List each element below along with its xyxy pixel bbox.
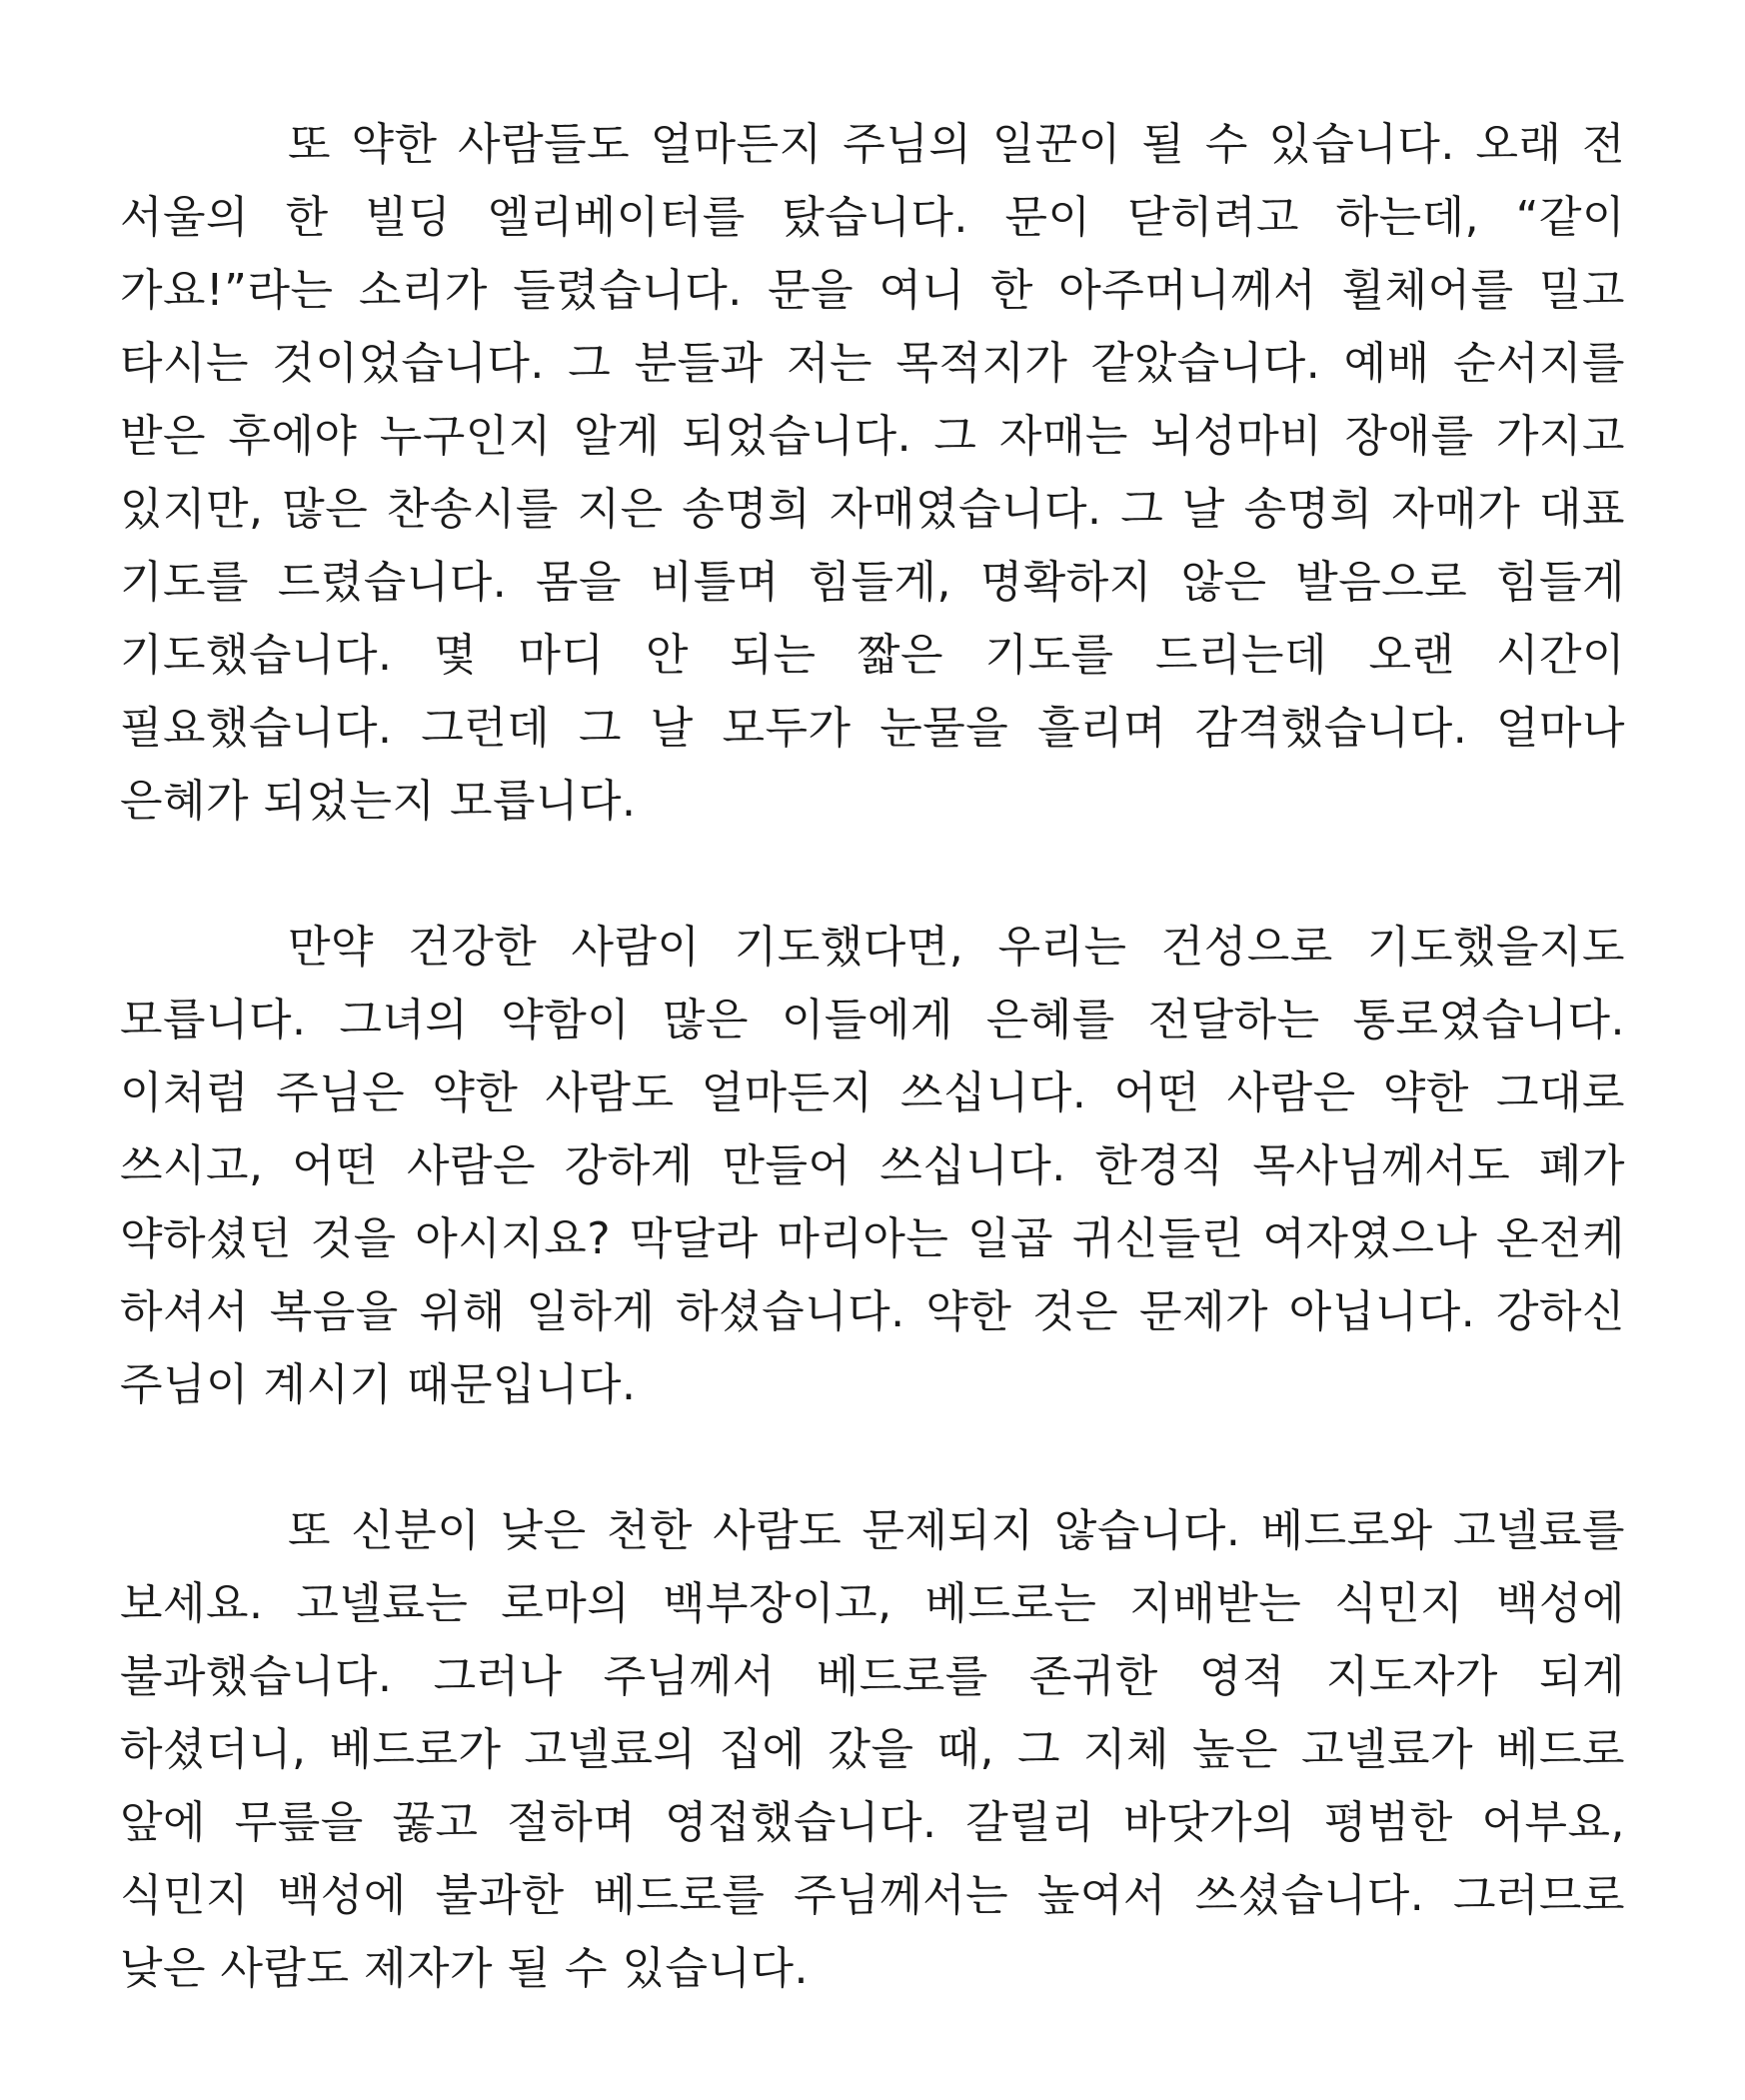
paragraph-lowly-people: 또 신분이 낮은 천한 사람도 문제되지 않습니다. 베드로와 고넬료를 보세요. 고넬료는 로마의 백부장이고, 베드로는 지배받는 식민지 백성에 불과했습니다. 그러나 주님께서 베드로를 존귀한 영적 지도자가 되게 하셨더니, 베드로가 고넬료의 집에 갔을 때, 그 지체 높은 고넬료가 베드로 앞에 무릎을 꿇고 절하며 영접했습니다. 갈릴리 바닷가의 평범한 어부요, 식민지 백성에 불과한 베드로를 주님께서는 높여서 쓰셨습니다. 그러므로 낮은 사람도 제자가 될 수 있습니다. xyxy=(120,1505,1625,1994)
body-text xyxy=(120,108,1625,2005)
paragraph-weak-people: 또 약한 사람들도 얼마든지 주님의 일꾼이 될 수 있습니다. 오래 전 서울의 한 빌딩 엘리베이터를 탔습니다. 문이 닫히려고 하는데, “같이 가요!”라는 소리가 들렸습니다. 문을 여니 한 아주머니께서 휠체어를 밀고 타시는 것이었습니다. 그 분들과 저는 목적지가 같았습니다. 예배 순서지를 받은 후에야 누구인지 알게 되었습니다. 그 자매는 뇌성마비 장애를 가지고 있지만, 많은 찬송시를 지은 송명희 자매였습니다. 그 날 송명희 자매가 대표 기도를 드렸습니다. 몸을 비틀며 힘들게, 명확하지 않은 발음으로 힘들게 기도했습니다. 몇 마디 안 되는 짧은 기도를 드리는데 오랜 시간이 필요했습니다. 그런데 그 날 모두가 눈물을 흘리며 감격했습니다. 얼마나 은혜가 되었는지 모릅니다. xyxy=(120,119,1626,827)
paragraph-weakness-as-channel: 만약 건강한 사람이 기도했다면, 우리는 건성으로 기도했을지도 모릅니다. 그녀의 약함이 많은 이들에게 은혜를 전달하는 통로였습니다. 이처럼 주님은 약한 사람도 얼마든지 쓰십니다. 어떤 사람은 약한 그대로 쓰시고, 어떤 사람은 강하게 만들어 쓰십니다. 한경직 목사님께서도 폐가 약하셨던 것을 아시지요? 막달라 마리아는 일곱 귀신들린 여자였으나 온전케 하셔서 복음을 위해 일하게 하셨습니다. 약한 것은 문제가 아닙니다. 강하신 주님이 계시기 때문입니다. xyxy=(120,922,1625,1410)
